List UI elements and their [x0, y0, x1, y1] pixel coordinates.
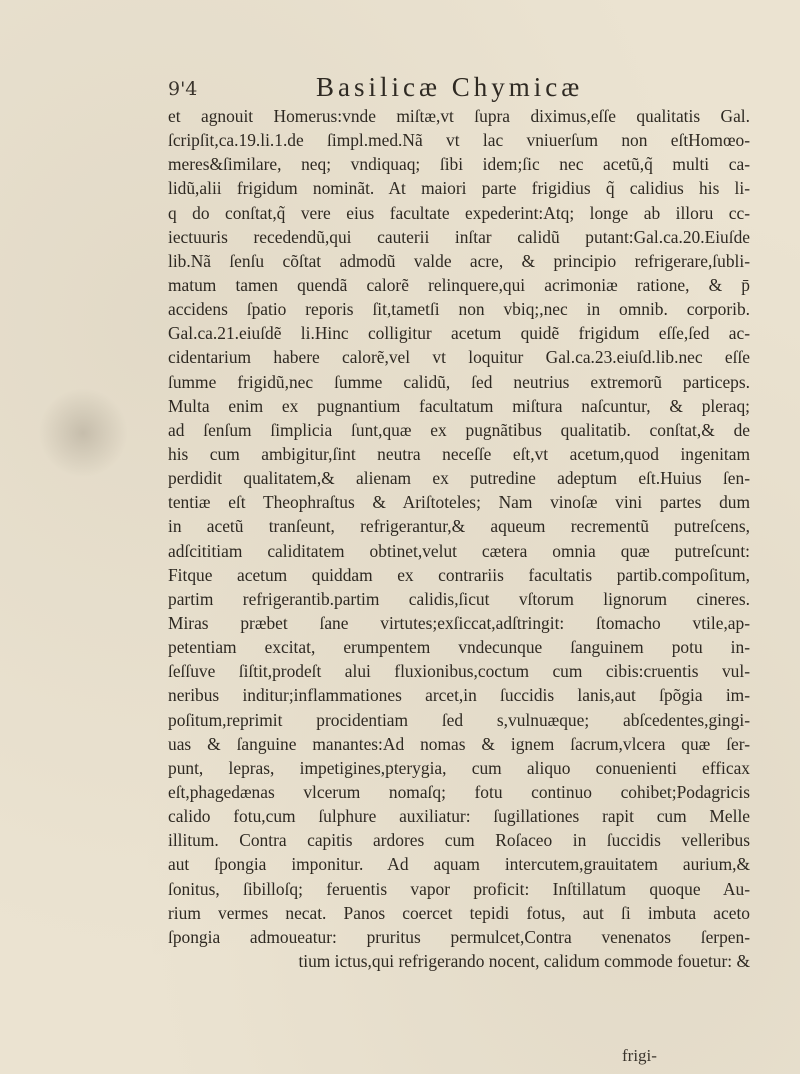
text-line: illitum. Contra capitis ardores cum Roſaceo in ſuccidis velleribus	[168, 830, 750, 851]
text-line: calido fotu,cum ſulphure auxiliatur: ſugillationes rapit cum Melle	[168, 806, 750, 827]
text-line: lidũ,alii frigidum nominãt. At maiori parte frigidius q̃ calidius his li-	[168, 178, 750, 199]
text-line: ſcripſit,ca.19.li.1.de ſimpl.med.Nã vt lac vniuerſum non eſtHomœo-	[168, 130, 750, 151]
text-line: Multa enim ex pugnantium facultatum miſtura naſcuntur, & pleraq;	[168, 395, 750, 416]
text-line: Gal.ca.21.eiuſdẽ li.Hinc colligitur acetum quidẽ frigidum eſſe,ſed ac-	[168, 323, 750, 344]
text-line: punt, lepras, impetigines,pterygia, cum aliquo conuenienti efficax	[168, 757, 750, 778]
text-line: meres&ſimilare, neq; vndiquaq; ſibi idem;ſic nec acetũ,q̃ multi ca-	[168, 154, 750, 175]
text-line: ad ſenſum ſimplicia ſunt,quæ ex pugnãtibus qualitatib. conſtat,& de	[168, 419, 750, 440]
text-line: tentiæ eſt Theophraſtus & Ariſtoteles; Nam vinoſæ vini partes dum	[168, 492, 750, 513]
text-line: rium vermes necat. Panos coercet tepidi fotus, aut ſi imbuta aceto	[168, 902, 750, 923]
running-head: Basilicæ Chymicæ	[316, 72, 584, 102]
text-line: aut ſpongia imponitur. Ad aquam intercutem,grauitatem aurium,&	[168, 854, 750, 875]
text-line: ſumme frigidũ,nec ſumme calidũ, ſed neutrius extremorũ particeps.	[168, 371, 750, 392]
text-line: partim refrigerantib.partim calidis,ſicut vſtorum lignorum cineres.	[168, 588, 750, 609]
page-number: 9'4	[168, 78, 198, 100]
text-line: petentiam excitat, erumpentem vndecunque ſanguinem potu in-	[168, 637, 750, 658]
text-line: Fitque acetum quiddam ex contrariis facultatis partib.compoſitum,	[168, 564, 750, 585]
text-line: lib.Nã ſenſu cõſtat admodũ valde acre, & principio refrigerare,ſubli-	[168, 250, 750, 271]
text-line: eſt,phagedænas vlcerum nomaſq; fotu continuo cohibet;Podagricis	[168, 781, 750, 802]
text-line: uas & ſanguine manantes:Ad nomas & ignem ſacrum,vlcera quæ ſer-	[168, 733, 750, 754]
text-line: adſcititiam caliditatem obtinet,velut cætera omnia quæ putreſcunt:	[168, 540, 750, 561]
paper-stain	[38, 388, 128, 478]
page-header	[168, 50, 728, 102]
text-line: matum tamen quendã calorẽ relinquere,qui acrimoniæ ratione, & p̄	[168, 274, 750, 295]
catchword: frigi-	[622, 1046, 657, 1065]
text-line: ſonitus, ſibilloſq; feruentis vapor proficit: Inſtillatum quoque Au-	[168, 878, 750, 899]
text-line: iectuuris recedendũ,qui cauterii inſtar calidũ putant:Gal.ca.20.Eiuſde	[168, 226, 750, 247]
body-text	[168, 104, 750, 973]
text-line: q do conſtat,q̃ vere eius facultate expederint:Atq; longe ab illoru cc-	[168, 202, 750, 223]
text-line: perdidit qualitatem,& alienam ex putredine adeptum eſt.Huius ſen-	[168, 468, 750, 489]
text-line: neribus inditur;inflammationes arcet,in ſuccidis lanis,aut ſpõgia im-	[168, 685, 750, 706]
text-line: poſitum,reprimit procidentiam ſed s,vulnuæque; abſcedentes,gingi-	[168, 709, 750, 730]
text-line: his cum ambigitur,ſint neutra neceſſe eſt,vt acetum,quod ingenitam	[168, 443, 750, 464]
text-line: et agnouit Homerus:vnde miſtæ,vt ſupra diximus,eſſe qualitatis Gal.	[168, 106, 750, 126]
text-line: ſpongia admoueatur: pruritus permulcet,Contra venenatos ſerpen-	[168, 926, 750, 947]
text-line: cidentarium habere calorẽ,vel vt loquitur Gal.ca.23.eiuſd.lib.nec eſſe	[168, 347, 750, 368]
text-line: tium ictus,qui refrigerando nocent, calidum commode fouetur: &	[298, 950, 750, 971]
text-line: Miras præbet ſane virtutes;exſiccat,adſtringit: ſtomacho vtile,ap-	[168, 612, 750, 633]
text-line: ſeſſuve ſiſtit,prodeſt alui fluxionibus,coctum cum cibis:cruentis vul-	[168, 661, 750, 682]
text-line: accidens ſpatio reporis ſit,tametſi non vbiq;,nec in omnib. corporib.	[168, 299, 750, 320]
text-line: in acetũ tranſeunt, refrigerantur,& aqueum recrementũ putreſcens,	[168, 516, 750, 537]
